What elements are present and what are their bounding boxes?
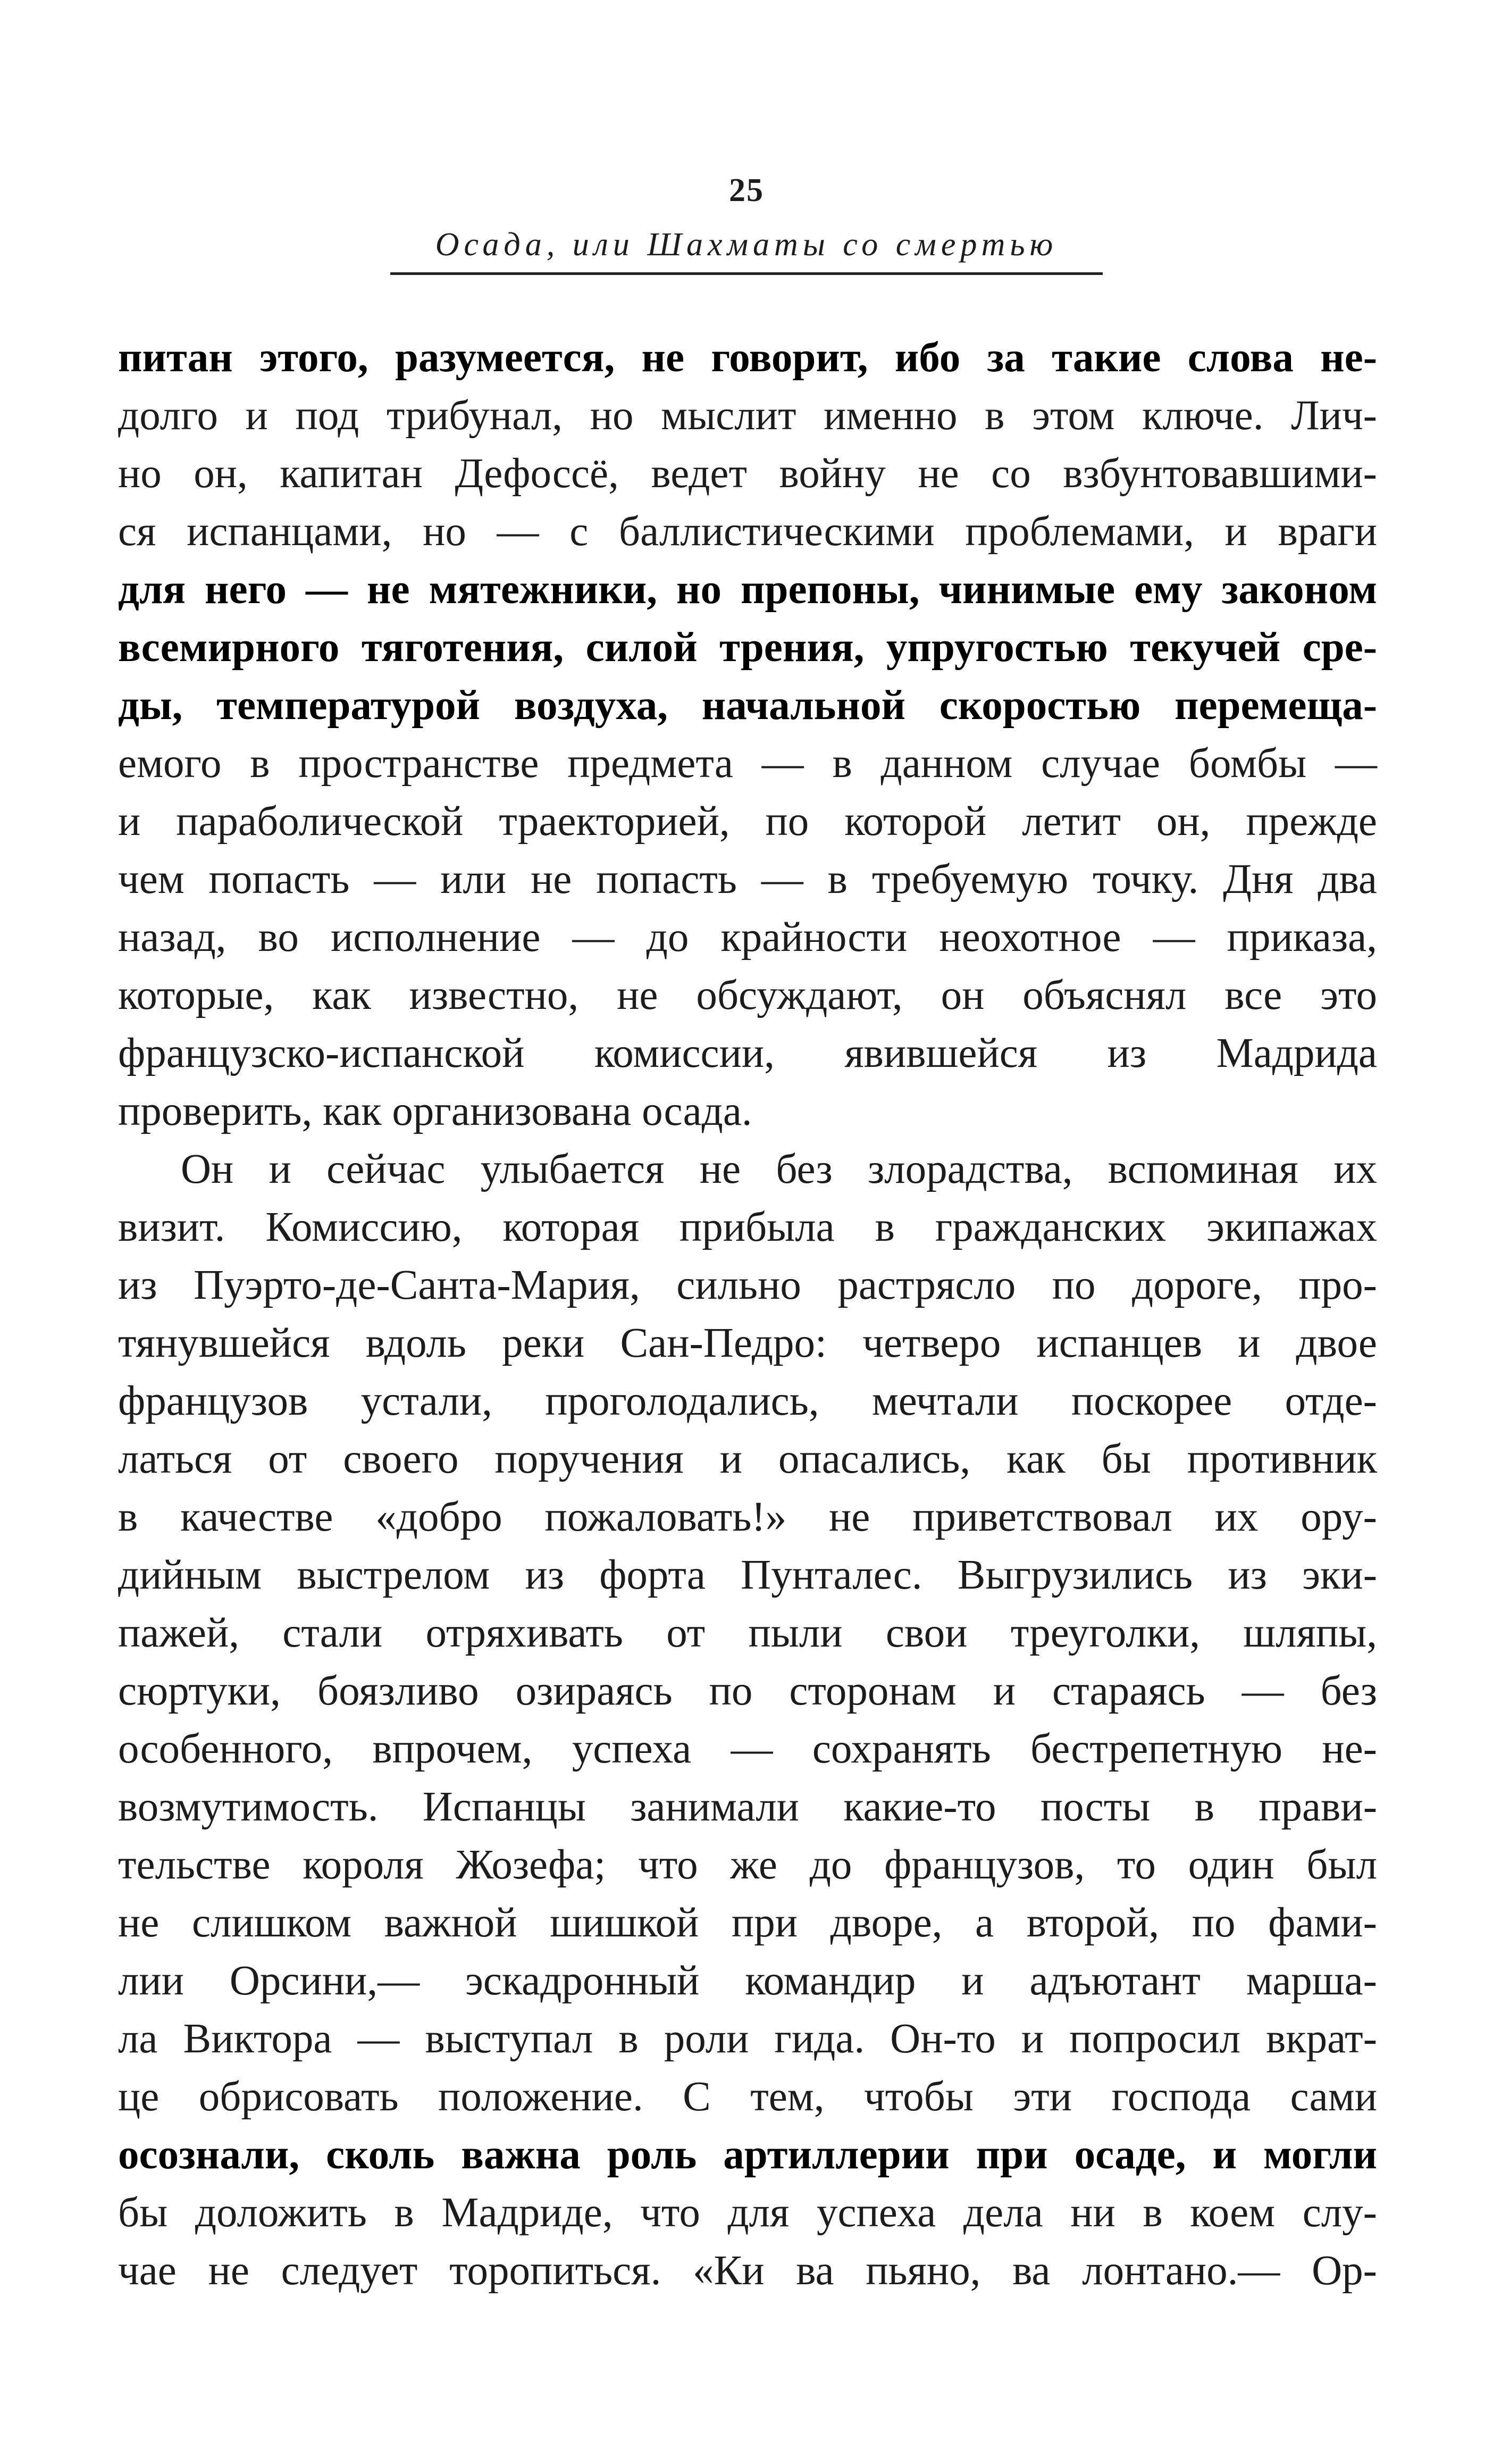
text-line: не слишком важной шишкой при дворе, а второй, по фами- (118, 1900, 1377, 1946)
text-line: бы доложить в Мадриде, что для успеха дела ни в коем слу- (118, 2190, 1377, 2236)
text-line: из Пуэрто-де-Санта-Мария, сильно растрясло по дороге, про- (118, 1262, 1377, 1308)
text-line: Он и сейчас улыбается не без злорадства, вспоминая их (181, 1146, 1377, 1192)
text-line: возмутимость. Испанцы занимали какие-то посты в прави- (118, 1784, 1377, 1830)
running-title: Осада, или Шахматы со смертью (435, 227, 1058, 263)
text-line: в качестве «добро пожаловать!» не приветствовал их ору- (118, 1494, 1377, 1540)
text-line: для него — не мятежники, но препоны, чинимые ему законом (118, 566, 1377, 613)
text-line: дийным выстрелом из форта Пунталес. Выгрузились из эки- (118, 1552, 1377, 1598)
text-line: ся испанцами, но — с баллистическими проблемами, и враги (118, 508, 1377, 555)
text-line: особенного, впрочем, успеха — сохранять бестрепетную не- (118, 1726, 1377, 1772)
text-line: всемирного тяготения, силой трения, упругостью текучей сре- (118, 624, 1377, 671)
text-line: тянувшейся вдоль реки Сан-Педро: четверо испанцев и двое (118, 1320, 1377, 1366)
text-line: ды, температурой воздуха, начальной скоростью перемеща- (118, 682, 1377, 729)
text-line: чае не следует торопиться. «Ки ва пьяно, ва лонтано.— Ор- (118, 2248, 1377, 2294)
header-rule (390, 272, 1103, 275)
text-line: латься от своего поручения и опасались, как бы противник (118, 1436, 1377, 1482)
body-text (118, 329, 1377, 2300)
text-line: но он, капитан Дефоссё, ведет войну не со взбунтовавшими- (118, 450, 1377, 497)
text-line: долго и под трибунал, но мыслит именно в этом ключе. Лич- (118, 392, 1377, 439)
text-line: питан этого, разумеется, не говорит, ибо за такие слова не- (118, 335, 1377, 381)
text-line: визит. Комиссию, которая прибыла в гражданских экипажах (118, 1204, 1377, 1250)
text-line: осознали, сколь важна роль артиллерии при осаде, и могли (118, 2132, 1377, 2178)
running-header (0, 169, 1493, 275)
text-line: проверить, как организована осада. (118, 1088, 752, 1134)
text-line: и параболической траекторией, по которой летит он, прежде (118, 798, 1377, 845)
text-line: тельстве короля Жозефа; что же до французов, то один был (118, 1842, 1377, 1888)
text-line: которые, как известно, не обсуждают, он объяснял все это (118, 972, 1377, 1018)
text-line: сюртуки, боязливо озираясь по сторонам и стараясь — без (118, 1668, 1377, 1714)
text-line: це обрисовать положение. С тем, чтобы эти господа сами (118, 2074, 1377, 2120)
text-line: назад, во исполнение — до крайности неохотное — приказа, (118, 914, 1377, 960)
text-line: чем попасть — или не попасть — в требуемую точку. Дня два (118, 856, 1377, 903)
text-line: лии Орсини,— эскадронный командир и адъютант марша- (118, 1958, 1377, 2004)
text-line: пажей, стали отряхивать от пыли свои треуголки, шляпы, (118, 1610, 1377, 1656)
text-line: французов устали, проголодались, мечтали поскорее отде- (118, 1378, 1377, 1424)
text-line: ла Виктора — выступал в роли гида. Он-то и попросил вкрат- (118, 2016, 1377, 2062)
text-line: французско-испанской комиссии, явившейся из Мадрида (118, 1030, 1377, 1076)
page-number: 25 (729, 172, 764, 208)
text-line: емого в пространстве предмета — в данном случае бомбы — (118, 740, 1377, 787)
